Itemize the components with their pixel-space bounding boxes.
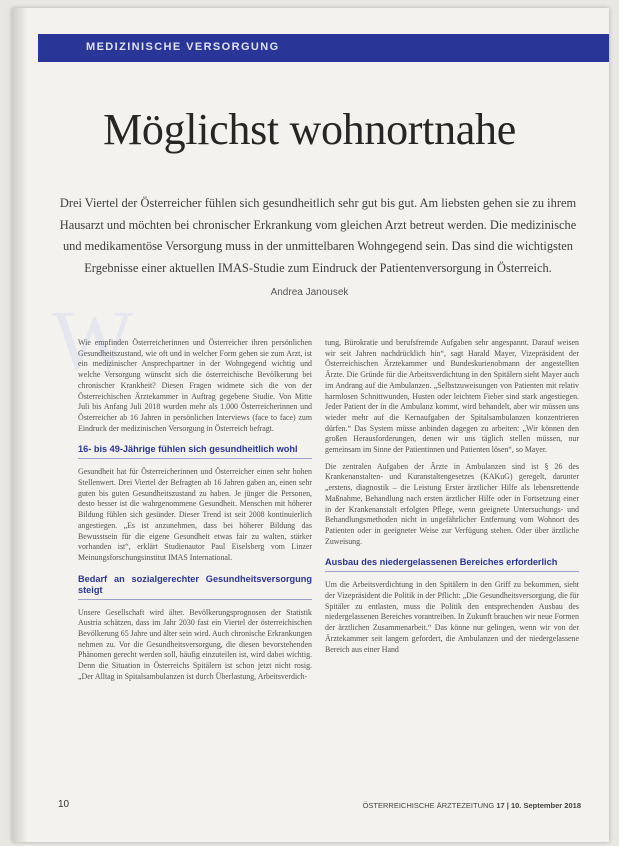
subheading: Bedarf an sozialgerechter Gesundheitsversorgung steigt [78,574,312,600]
right-column [325,338,579,661]
article-author: Andrea Janousek [270,287,349,298]
paragraph: Um die Arbeitsverdichtung in den Spitälern in den Griff zu bekommen, sieht der Vizepräsident die Politik in der Pflicht: „Die Gesundheitsversorgung, die für Spitäler zu entlasten, muss die Politik den entsprechenden Ausbau des niedergelassenen Bereiches vorantreiben. In Zukunft brauchen wir neue Formen der ärztlichen Zusammenarbeit.“ Das könne nur gelingen, wenn wir von der Ärztekammer seit langem gefordert, die Ambulanzen und der niedergelassene Bereich aus einer Hand [325,580,579,654]
publication-name: ÖSTERREICHISCHE ÄRZTEZEITUNG [362,801,495,810]
paragraph: tung, Bürokratie und berufsfremde Aufgaben sehr angespannt. Darauf weisen wir seit Jahren nachdrücklich hin“, sagt Harald Mayer, Vizepräsident der Österreichischen Ärztekammer und Bundeskurienobmann der angestellten Ärzte. Die Gründe für die Arbeitsverdichtung in den Spitälern sieht Mayer auch im Andrang auf die Ambulanzen. „Selbstzuweisungen von Patienten mit relativ harmlosen Schnittwunden, Husten oder leichtem Fieber sind stark angestiegen. Jeder Patient der in die Ambulanz kommt, wird behandelt, aber wir müssen uns wieder mehr auf die Kernaufgaben der Spitalsambulanzen konzentrieren dürfen.“ Das System müsse anbinden dagegen zu arbeiten: „Wir können den großen Herausforderungen, denen wir uns täglich stellen müssen, nur gemeinsam im Sinne der Patientinnen und Patienten lösen“, so Mayer. [325,338,579,455]
paragraph: Die zentralen Aufgaben der Ärzte in Ambulanzen sind ist § 26 des Krankenanstalten- und Kuranstaltengesetzes (KAKuG) geregelt, darunter „erstens, diagnostik – die Leistung Erster ärztlicher Hilfe als lebensrettende Maßnahme, Behandlung nach ersten ärztlicher Hilfe oder in Fortsetzung einer in der Krankenanstalt erfolgten Pflege, wenn geeignete Untersuchungs- und Behandlungsmethoden nicht in ungefährlicher Entfernung vom Wohnort des Patienten oder in geeigneter Weise zur Verfügung stehen. Oder über ärztliche Zuweisung. [325,461,579,546]
paragraph: Gesundheit hat für Österreicherinnen und Österreicher einen sehr hohen Stellenwert. Drei Viertel der Befragten ab 16 Jahren gaben an, einen sehr guten bis guten Gesundheitszustand zu haben. Je jünger die Personen, desto besser ist die wahrgenommene Gesundheit. Menschen mit höherer Bildung fühlen sich gesünder. Dieser Trend ist seit 2008 kontinuierlich angestiegen. „Es ist anzunehmen, dass bei höherer Bildung das Bewusstsein für die eigene Gesundheit etwas fair zu walten, stärker vorhanden ist“, erklärt Studienautor Paul Eiselsberg vom Linzer Meinungsforschungsinstitut IMAS International. [78,467,312,562]
subheading: 16- bis 49-Jährige fühlen sich gesundheitlich wohl [78,444,312,459]
section-label: MEDIZINISCHE VERSORGUNG [86,41,280,53]
section-bar [38,34,609,62]
drop-cap-watermark: W [52,292,134,388]
subheading: Ausbau des niedergelassenen Bereiches erforderlich [325,557,579,572]
publication-footer [363,801,581,810]
article-title: Möglichst wohnortnahe [103,105,516,154]
article-lead: Drei Viertel der Österreicher fühlen sich gesundheitlich sehr gut bis gut. Am liebsten gehen sie zu ihrem Hausarzt und möchten bei chronischer Erkrankung vom gleichen Arzt betreut werden. Die medizinische und medikamentöse Versorgung muss in der unmittelbaren Wohngegend sein. Das sind die wichtigsten Ergebnisse einer aktuellen IMAS-Studie zum Eindruck der Patientenversorgung in Österreich. [59,196,577,275]
issue-date: 17 | 10. September 2018 [496,801,581,810]
page-number: 10 [58,799,70,810]
left-column [78,338,312,689]
paragraph: Wie empfinden Österreicherinnen und Österreicher ihren persönlichen Gesundheitszustand, wie oft und in welcher Form gehen sie zum Arzt, ist ein medizinischer Ansprechpartner in der Wohngegend wichtig und welche Versorgung wünscht sich die österreichische Bevölkerung bei chronischer Krankheit? Diesen Fragen widmete sich die von der Österreichischen Ärztekammer in Auftrag gegebene Studie. Von Mitte Juli bis Anfang Juli 2018 wurden mehr als 1.000 Österreicherinnen und Österreicher ab 16 Jahren in persönlichen Interviews (face to face) zum Eindruck der medizinischen Versorgung in Österreich befragt. [78,338,312,433]
paragraph: Unsere Gesellschaft wird älter. Bevölkerungsprognosen der Statistik Austria schätzen, dass im Jahr 2030 fast ein Viertel der österreichischen Bevölkerung 65 Jahre und älter sein wird. Auch chronische Erkrankungen nehmen zu. Vor die Gesundheitsversorgung, die diesen bevorstehenden Phänomen gerecht werden soll, häufig einzuteilen ist, wird dabei wichtig. Denn die Situation in Österreichs Spitälern ist schon jetzt nicht rosig. „Der Alltag in Spitalsambulanzen ist durch Überlastung, Arbeitsverdich- [78,607,312,681]
